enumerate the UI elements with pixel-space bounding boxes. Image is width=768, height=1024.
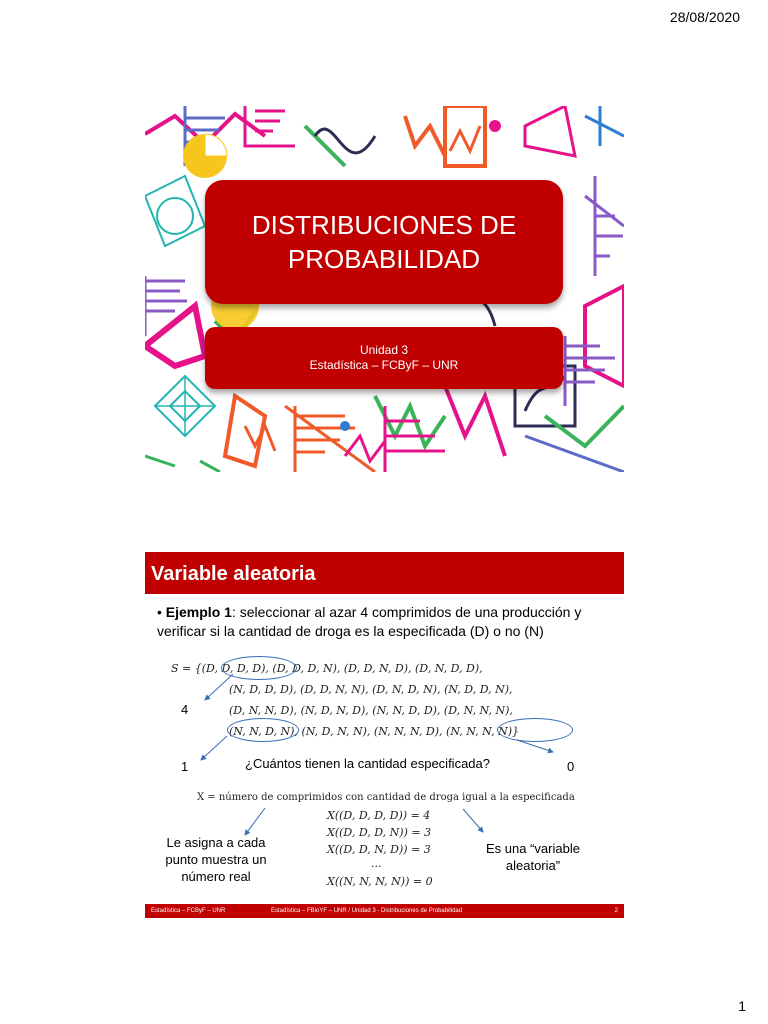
count-label-4: 4 [181,702,189,717]
subtitle-box [205,327,563,389]
title-slide [145,106,624,472]
note-right-line1: Es una “variable [486,841,580,856]
note-right-line2: aleatoria” [505,858,561,873]
note-right [471,840,595,874]
bullet-bold: Ejemplo 1 [165,604,232,620]
x-value-ellipsis: ... [371,857,382,870]
sample-space-row-1: S = {(D, D, D, D), (D, D, D, N), (D, D, N, D), (D, N, D, D), [171,662,483,675]
sample-space-row-4: (N, N, D, N), (N, D, N, N), (N, N, N, D), (N, N, N, N)} [229,725,519,738]
count-label-1: 1 [181,759,189,774]
count-label-0: 0 [567,759,575,774]
sample-space-row-2: (N, D, D, D), (D, D, N, N), (D, N, D, N), (N, D, D, N), [229,683,513,696]
note-left [155,834,277,885]
subtitle-line1: Unidad 3 [359,343,409,357]
bullet-line2: verificar si la cantidad de droga es la especificada (D) o no (N) [157,623,544,639]
footer-page: 2 [614,908,618,914]
subtitle-line2: Estadística – FCByF – UNR [309,358,459,372]
random-variable-definition: X = número de comprimidos con cantidad de droga igual a la especificada [197,792,575,803]
question-text: ¿Cuántos tienen la cantidad especificada? [245,756,490,771]
slide-title-line1: DISTRIBUCIONES DE [251,210,517,240]
footer-left: Estadística – FCByF – UNR [151,908,226,914]
bullet-line1: : seleccionar al azar 4 comprimidos de una producción y [231,604,582,620]
bullet-dot: • [157,604,166,620]
slide-header: Variable aleatoria [145,552,624,594]
x-value-1: X((D, D, D, D)) = 4 [327,809,431,822]
note-left-line2: punto muestra un [165,852,267,867]
title-box [205,180,563,304]
note-left-line1: Le asigna a cada [166,835,266,850]
slide-footer [145,904,624,918]
footer-center: Estadística – FBioYF – UNR / Unidad 3 - Distribuciones de Probabilidad [271,908,463,914]
sample-space-row-3: (D, N, N, D), (N, D, N, D), (N, N, D, D), (D, N, N, N), [229,704,513,717]
x-value-3: X((D, D, N, D)) = 3 [327,843,431,856]
content-slide [145,552,624,918]
slide-title-line2: PROBABILIDAD [287,244,481,274]
x-value-2: X((D, D, D, N)) = 3 [327,826,432,839]
date: 28/08/2020 [669,9,740,25]
note-left-line3: número real [181,869,251,884]
page-number: 1 [738,998,746,1014]
x-value-last: X((N, N, N, N)) = 0 [327,875,433,888]
